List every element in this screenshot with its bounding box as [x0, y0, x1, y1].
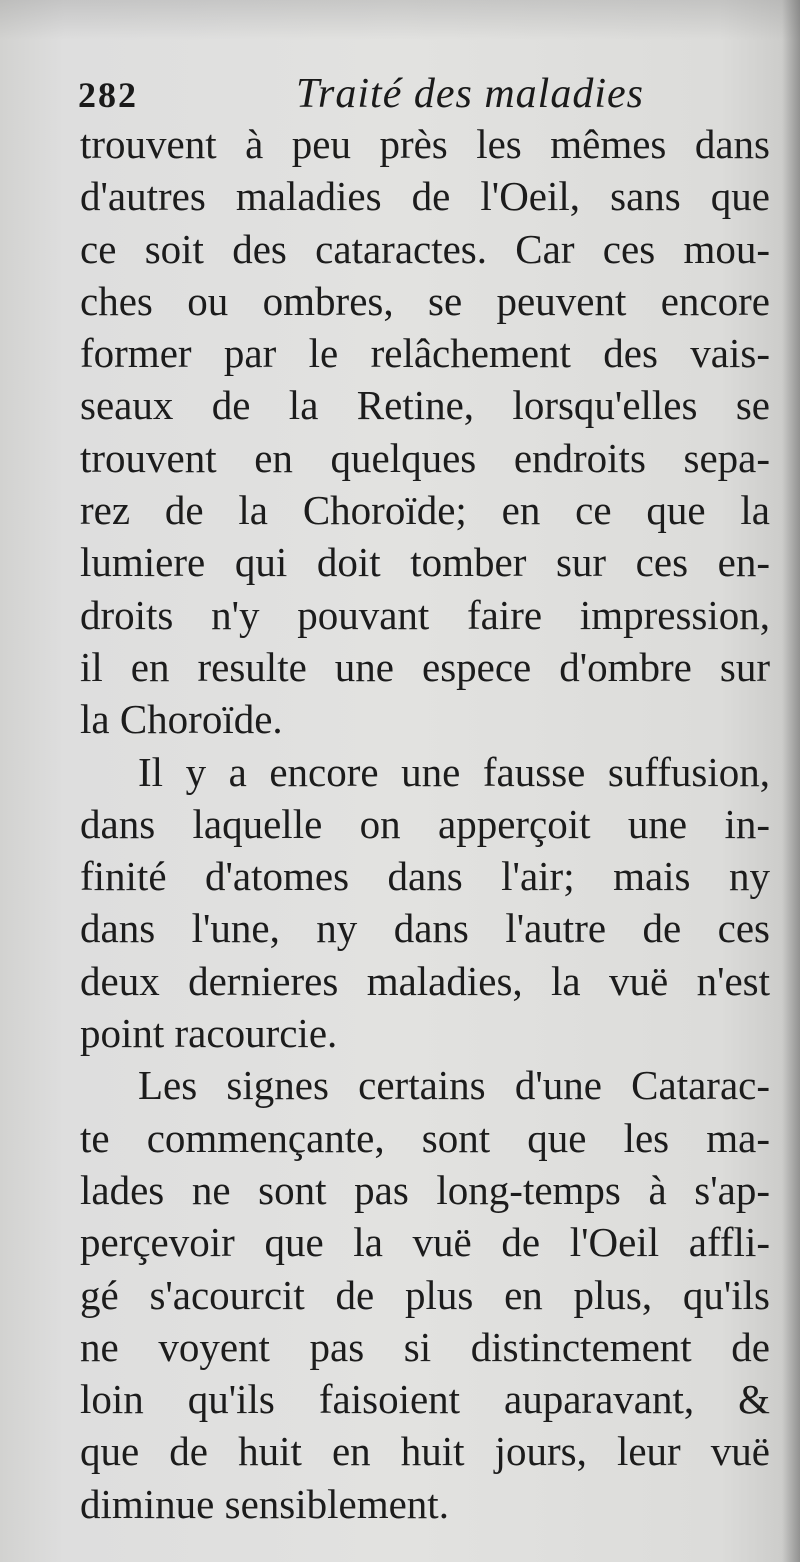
text-line: ches ou ombres, se peuvent encore	[80, 277, 770, 324]
page-edge-shadow	[782, 0, 800, 1562]
text-line: droits n'y pouvant faire impression,	[80, 591, 770, 638]
text-line: que de huit en huit jours, leur vuë	[80, 1428, 770, 1475]
page-number: 282	[78, 75, 138, 115]
text-line: d'autres maladies de l'Oeil, sans que	[80, 173, 770, 220]
text-line: diminue sensiblement.	[80, 1480, 449, 1527]
text-line: former par le relâchement des vais-	[80, 330, 770, 377]
text-line: Les signes certains d'une Catarac-	[138, 1062, 770, 1109]
text-line: ce soit des cataractes. Car ces mou-	[80, 225, 770, 272]
text-line: la Choroïde.	[80, 696, 283, 743]
text-line: ne voyent pas si distinctement de	[80, 1323, 770, 1370]
text-line: seaux de la Retine, lorsqu'elles se	[80, 382, 770, 429]
text-line: lades ne sont pas long-temps à s'ap-	[80, 1166, 770, 1213]
running-title: Traité des maladies	[296, 71, 645, 117]
text-line: point racourcie.	[80, 1010, 338, 1057]
text-line: perçevoir que la vuë de l'Oeil affli-	[80, 1219, 770, 1266]
text-line: il en resulte une espece d'ombre sur	[80, 643, 770, 690]
page-header	[78, 62, 778, 122]
page-top-shadow	[0, 0, 800, 40]
text-line: trouvent à peu près les mêmes dans	[80, 121, 770, 167]
text-line: rez de la Choroïde; en ce que la	[80, 487, 770, 534]
text-line: gé s'acourcit de plus en plus, qu'ils	[80, 1271, 770, 1318]
text-line: lumiere qui doit tomber sur ces en-	[80, 539, 770, 586]
text-line: te commençante, sont que les ma-	[80, 1114, 770, 1161]
text-line: loin qu'ils faisoient auparavant, &	[80, 1376, 770, 1423]
text-line: finité d'atomes dans l'air; mais ny	[80, 853, 770, 900]
text-line: dans l'une, ny dans l'autre de ces	[80, 905, 770, 952]
text-line: deux dernieres maladies, la vuë n'est	[80, 957, 770, 1004]
text-line: Il y a encore une fausse suffusion,	[138, 748, 770, 795]
body-text	[80, 118, 770, 1530]
text-line: dans laquelle on apperçoit une in-	[80, 800, 770, 847]
text-line: trouvent en quelques endroits sepa-	[80, 434, 770, 481]
